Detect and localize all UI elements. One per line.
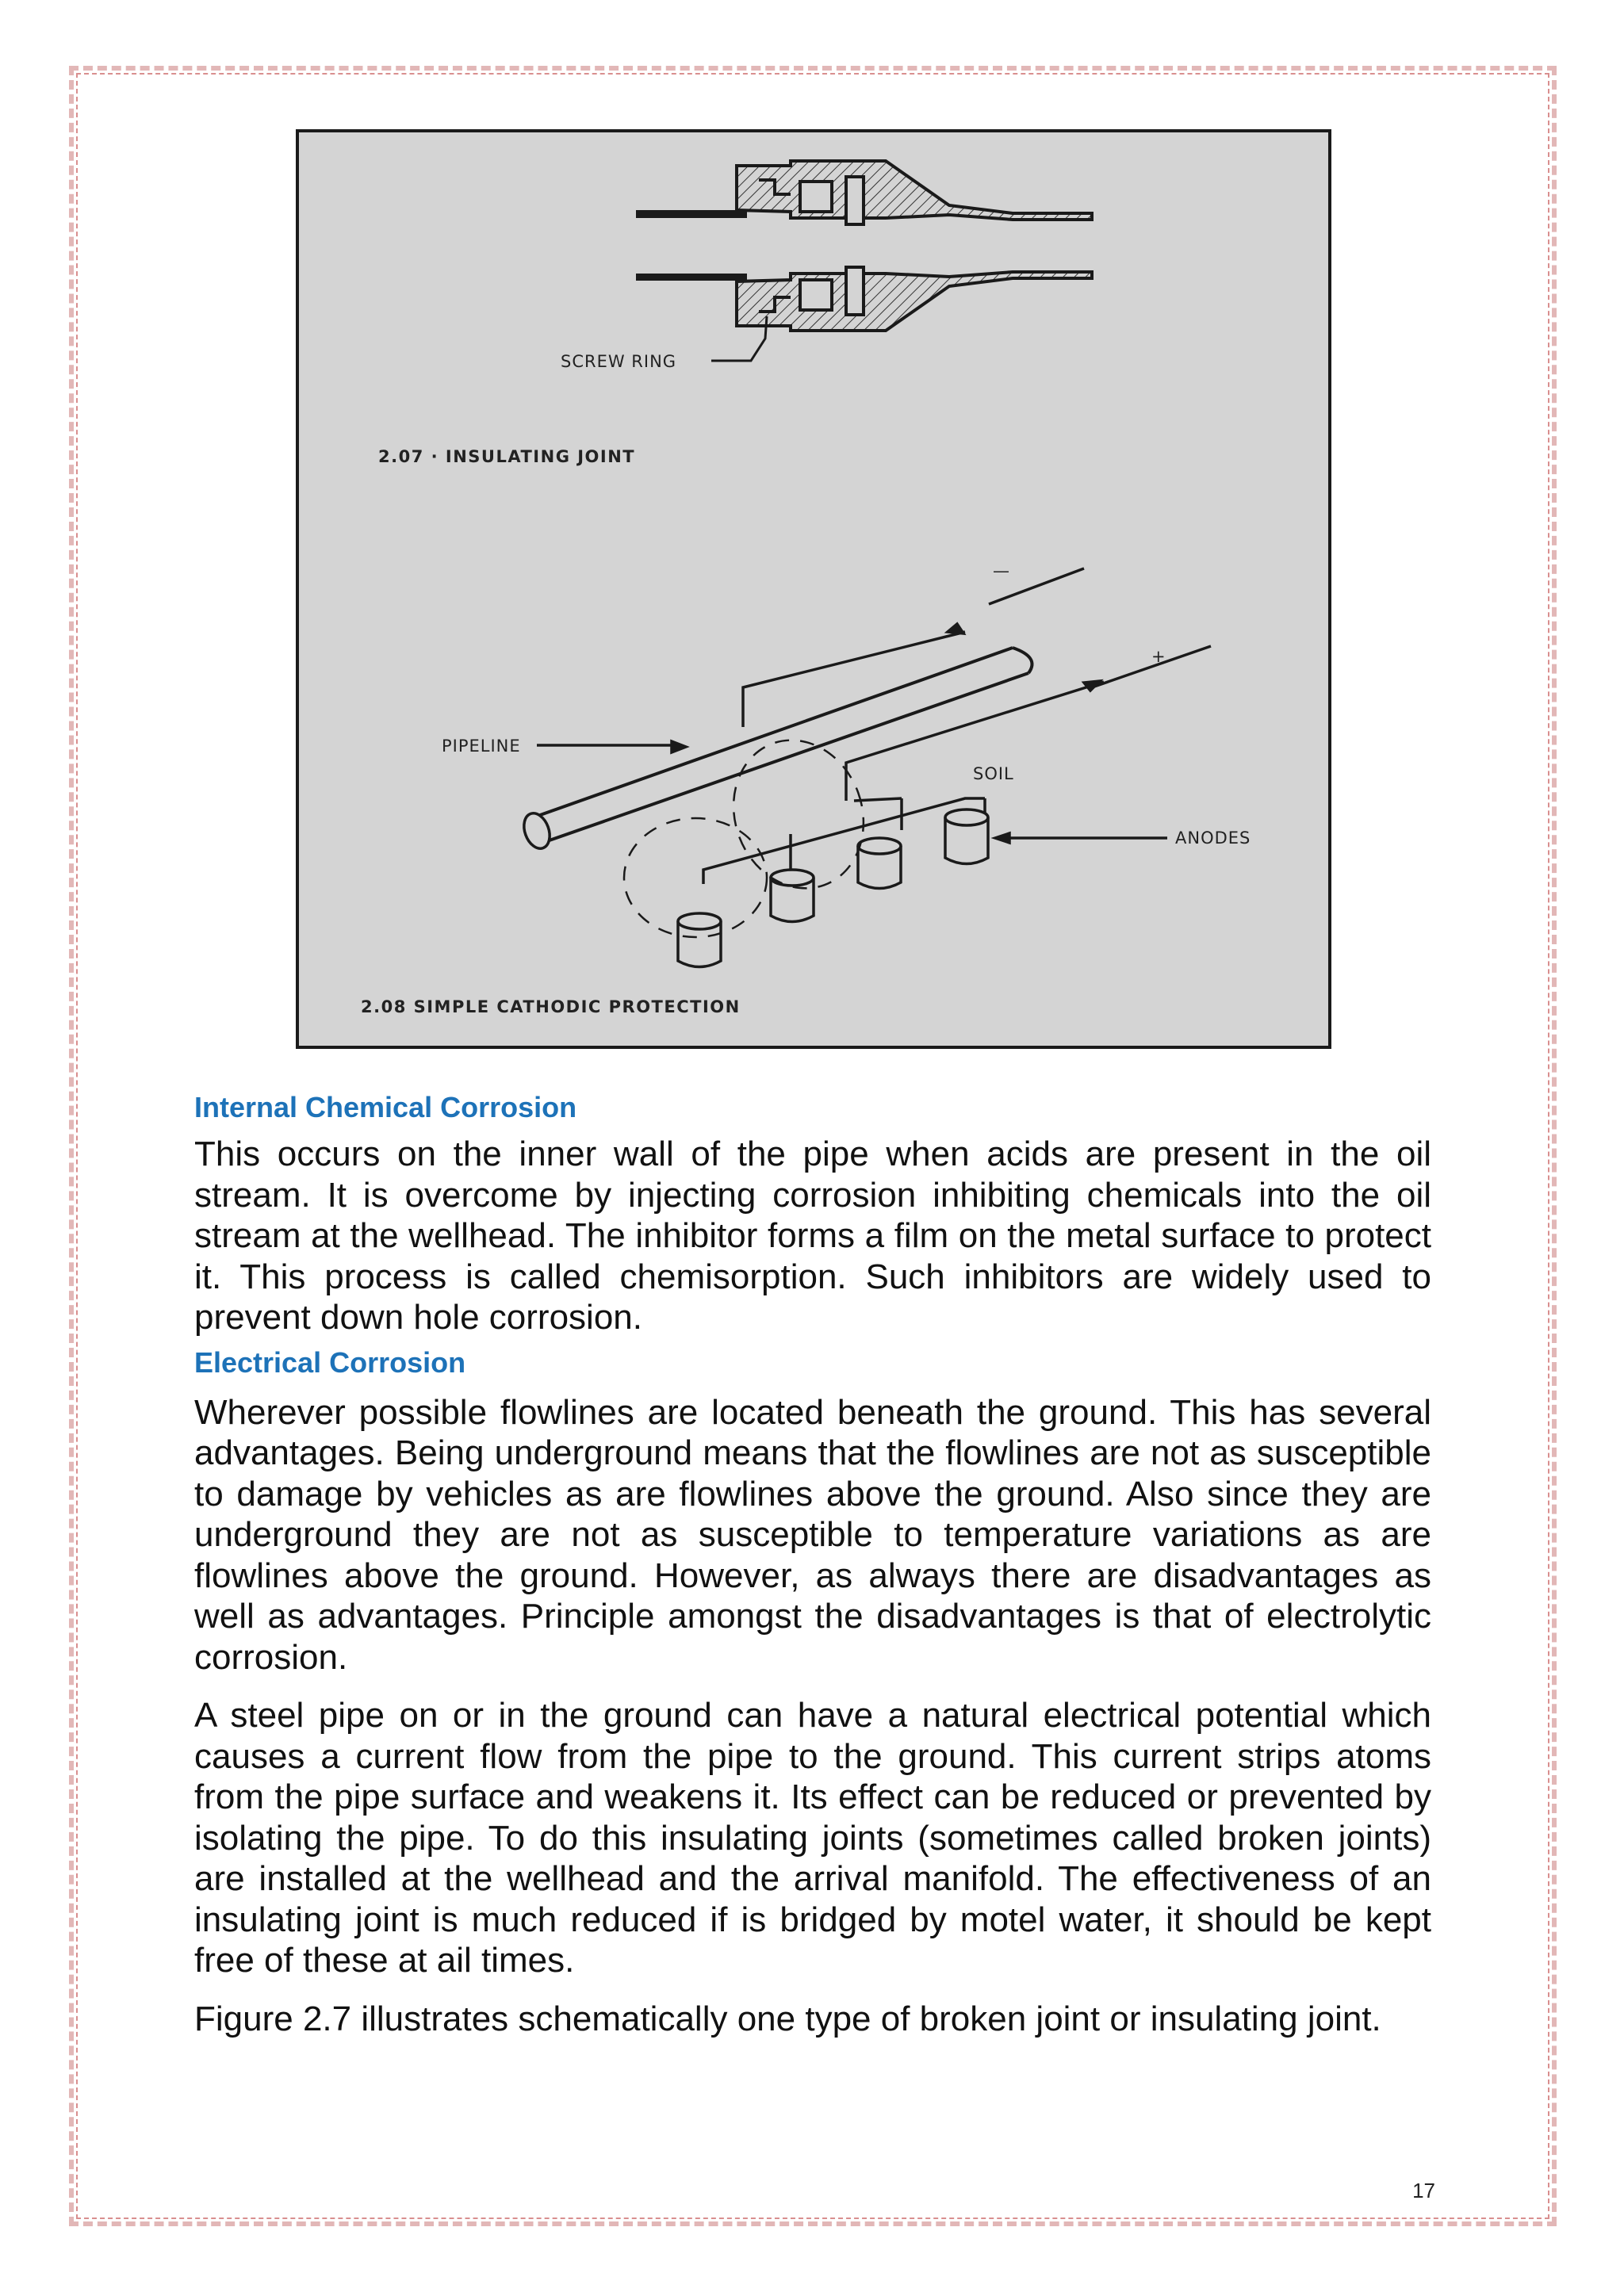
body-content	[194, 1086, 1431, 2039]
electrical-corrosion-paragraph-2: A steel pipe on or in the ground can have a natural electrical potential which causes a current flow from the pipe to the ground. This current strips atoms from the pipe surface and weakens it. Its effect can be reduced or prevented by isolating the pipe. To do this insulating joints (sometimes called broken joints) are installed at the wellhead and the arrival manifold. The effectiveness of an insulating joint is much reduced if is bridged by motel water, it should be kept free of these at ail times.	[194, 1696, 1431, 1980]
diagram-svg	[299, 132, 1328, 1046]
negative-sign: —	[993, 561, 1010, 580]
figure-reference-paragraph: Figure 2.7 illustrates schematically one type of broken joint or insulating joint.	[194, 1999, 1381, 2038]
anodes-label: ANODES	[1175, 828, 1251, 848]
electrical-corrosion-paragraph-1: Wherever possible flowlines are located beneath the ground. This has several advantages. Being underground means that the flowlines are not as susceptible to damage by vehicles as are flowlines above the ground. Also since they are underground they are not as susceptible to temperature variations as are flowlines above the ground. However, as always there are disadvantages as well as advantages. Principle amongst the disadvantages is that of electrolytic corrosion.	[194, 1392, 1431, 1677]
internal-corrosion-paragraph: This occurs on the inner wall of the pipe when acids are present in the oil stream. It is overcome by injecting corrosion inhibiting chemicals into the oil stream at the wellhead. The inhibitor forms a film on the metal surface to protect it. This process is called chemisorption. Such inhibitors are widely used to prevent down hole corrosion.	[194, 1135, 1431, 1337]
cathodic-protection-caption: 2.08 SIMPLE CATHODIC PROTECTION	[361, 997, 741, 1016]
screw-ring-label: SCREW RING	[561, 352, 677, 371]
insulating-joint-drawing	[636, 161, 1092, 361]
diagram-figure	[296, 129, 1331, 1049]
soil-label: SOIL	[973, 764, 1014, 783]
cathodic-protection-drawing	[519, 568, 1211, 967]
insulating-joint-caption: 2.07 · INSULATING JOINT	[378, 447, 636, 466]
positive-sign: +	[1151, 647, 1166, 666]
pipeline-label: PIPELINE	[442, 737, 521, 756]
internal-corrosion-heading: Internal Chemical Corrosion	[194, 1091, 577, 1123]
electrical-corrosion-heading: Electrical Corrosion	[194, 1345, 466, 1379]
page-number: 17	[1412, 2179, 1435, 2202]
